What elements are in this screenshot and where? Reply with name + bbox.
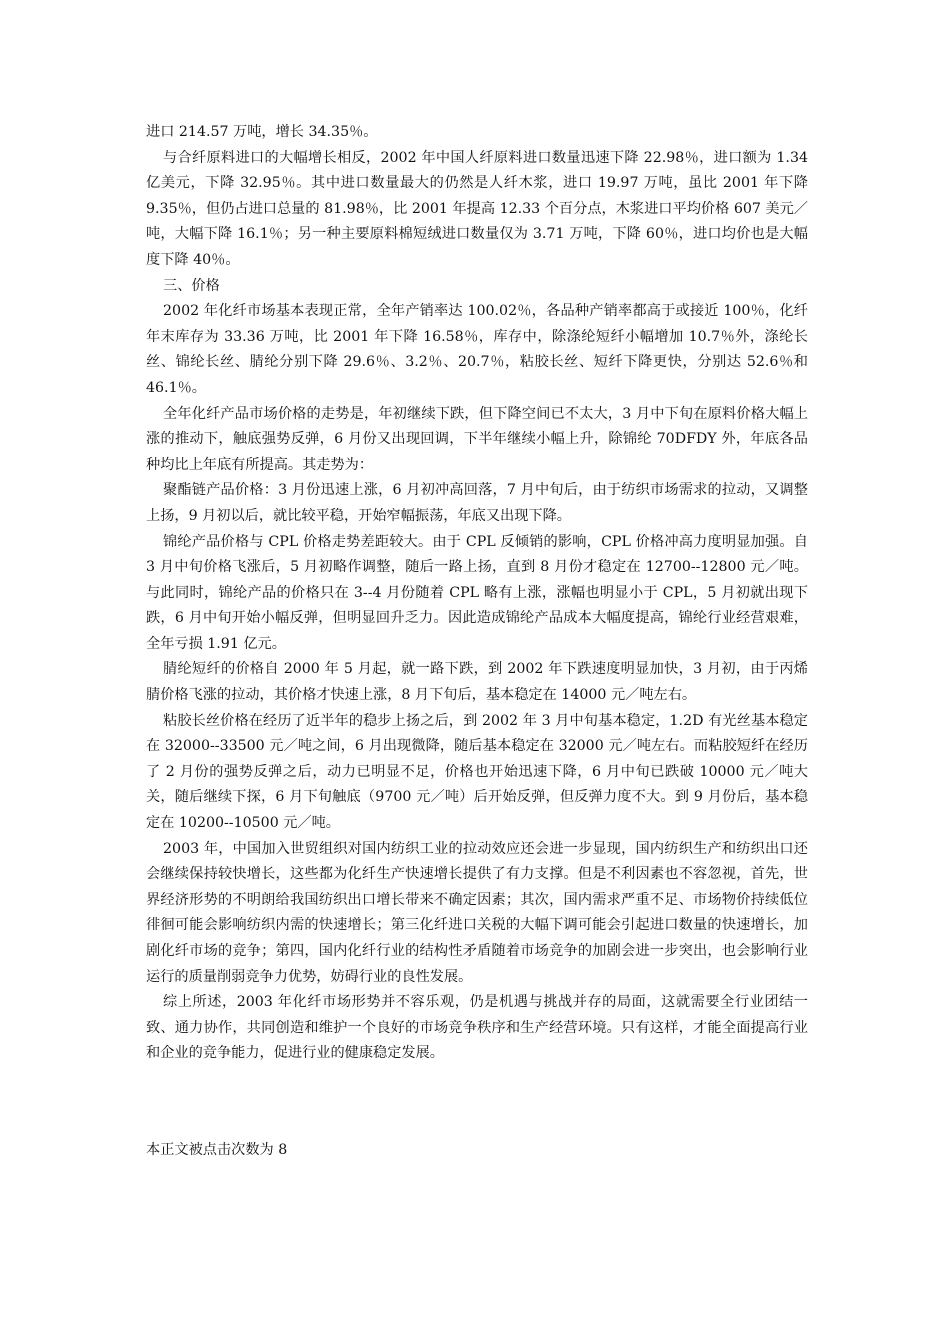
paragraph-cellulose-imports: 与合纤原料进口的大幅增长相反，2002 年中国人纤原料进口数量迅速下降 22.98％，进口额为 1.34 亿美元，下降 32.95％。其中进口数量最大的仍然是人纤木浆，进口 19.97 万吨，虽比 2001 年下降 9.35％，但仍占进口总量的 81.98％，比 2001 年提高 12.33 个百分点，木浆进口平均价格 607 美元／吨，大幅下降 16.1％；另一种主要原料棉短绒进口数量仅为 3.71 万吨，下降 60％，进口均价也是大幅度下降 40％。 [146, 149, 808, 268]
click-count-text: 本正文被点击次数为 8 [146, 1142, 288, 1158]
paragraph-acrylic-prices: 腈纶短纤的价格自 2000 年 5 月起，就一路下跌，到 2002 年下跌速度明显加快，3 月初，由于丙烯腈价格飞涨的拉动，其价格才快速上涨，8 月下旬后，基本稳定在 14000 元／吨左右。 [146, 661, 808, 704]
paragraph-price-trend: 全年化纤产品市场价格的走势是，年初继续下跌，但下降空间已不太大，3 月中下旬在原料价格大幅上涨的推动下，触底强势反弹，6 月份又出现回调，下半年继续小幅上升，除锦纶 70DFDY 外，年底各品种均比上年底有所提高。其走势为： [146, 405, 808, 473]
paragraph-viscose-prices: 粘胶长丝价格在经历了近半年的稳步上扬之后，到 2002 年 3 月中旬基本稳定，1.2D 有光丝基本稳定在 32000--33500 元／吨之间，6 月出现微降，随后基本稳定在 32000 元／吨左右。而粘胶短纤在经历了 2 月份的强势反弹之后，动力已明显不足，价格也开始迅速下降，6 月中旬已跌破 10000 元／吨大关，随后继续下探，6 月下旬触底（9700 元／吨）后开始反弹，但反弹力度不大。到 9 月份后，基本稳定在 10200--10500 元／吨。 [146, 712, 808, 832]
section-heading-price: 三、价格 [163, 277, 220, 294]
paragraph-import-continuation: 进口 214.57 万吨，增长 34.35％。 [146, 124, 378, 140]
paragraph-market-overview: 2002 年化纤市场基本表现正常，全年产销率达 100.02％，各品种产销率都高于或接近 100％，化纤年末库存为 33.36 万吨，比 2001 年下降 16.58％，库存中，除涤纶短纤小幅增加 10.7％外，涤纶长丝、锦纶长丝、腈纶分别下降 29.6％、3.2％、20.7％，粘胶长丝、短纤下降更快，分别达 52.6％和 46.1％。 [146, 303, 808, 396]
article-body [146, 120, 808, 1067]
paragraph-polyester-prices: 聚酯链产品价格：3 月份迅速上涨，6 月初冲高回落，7 月中旬后，由于纺织市场需求的拉动，又调整上扬，9 月初以后，就比较平稳，开始窄幅振荡，年底又出现下降。 [146, 482, 808, 524]
paragraph-nylon-prices: 锦纶产品价格与 CPL 价格走势差距较大。由于 CPL 反倾销的影响，CPL 价格冲高力度明显加强。自 3 月中旬价格飞涨后，5 月初略作调整，随后一路上扬，直到 8 月份才稳定在 12700--12800 元／吨。与此同时，锦纶产品的价格只在 3--4 月份随着 CPL 略有上涨，涨幅也明显小于 CPL，5 月初就出现下跌，6 月中旬开始小幅反弹，但明显回升乏力。因此造成锦纶产品成本大幅度提高，锦纶行业经营艰难，全年亏损 1.91 亿元。 [146, 533, 808, 652]
paragraph-conclusion: 综上所述，2003 年化纤市场形势并不容乐观，仍是机遇与挑战并存的局面，这就需要全行业团结一致、通力协作，共同创造和维护一个良好的市场竞争秩序和生产经营环境。只有这样，才能全面提高行业和企业的竞争能力，促进行业的健康稳定发展。 [146, 994, 808, 1062]
paragraph-2003-outlook: 2003 年，中国加入世贸组织对国内纺织工业的拉动效应还会进一步显现，国内纺织生产和纺织出口还会继续保持较快增长，这些都为化纤生产快速增长提供了有力支撑。但是不利因素也不容忽视，首先，世界经济形势的不明朗给我国纺织出口增长带来不确定因素；其次，国内需求严重不足、市场物价持续低位徘徊可能会影响纺织内需的快速增长；第三化纤进口关税的大幅下调可能会引起进口数量的快速增长，加剧化纤市场的竞争；第四，国内化纤行业的结构性矛盾随着市场竞争的加剧会进一步突出，也会影响行业运行的质量削弱竞争力优势，妨碍行业的良性发展。 [146, 840, 808, 985]
